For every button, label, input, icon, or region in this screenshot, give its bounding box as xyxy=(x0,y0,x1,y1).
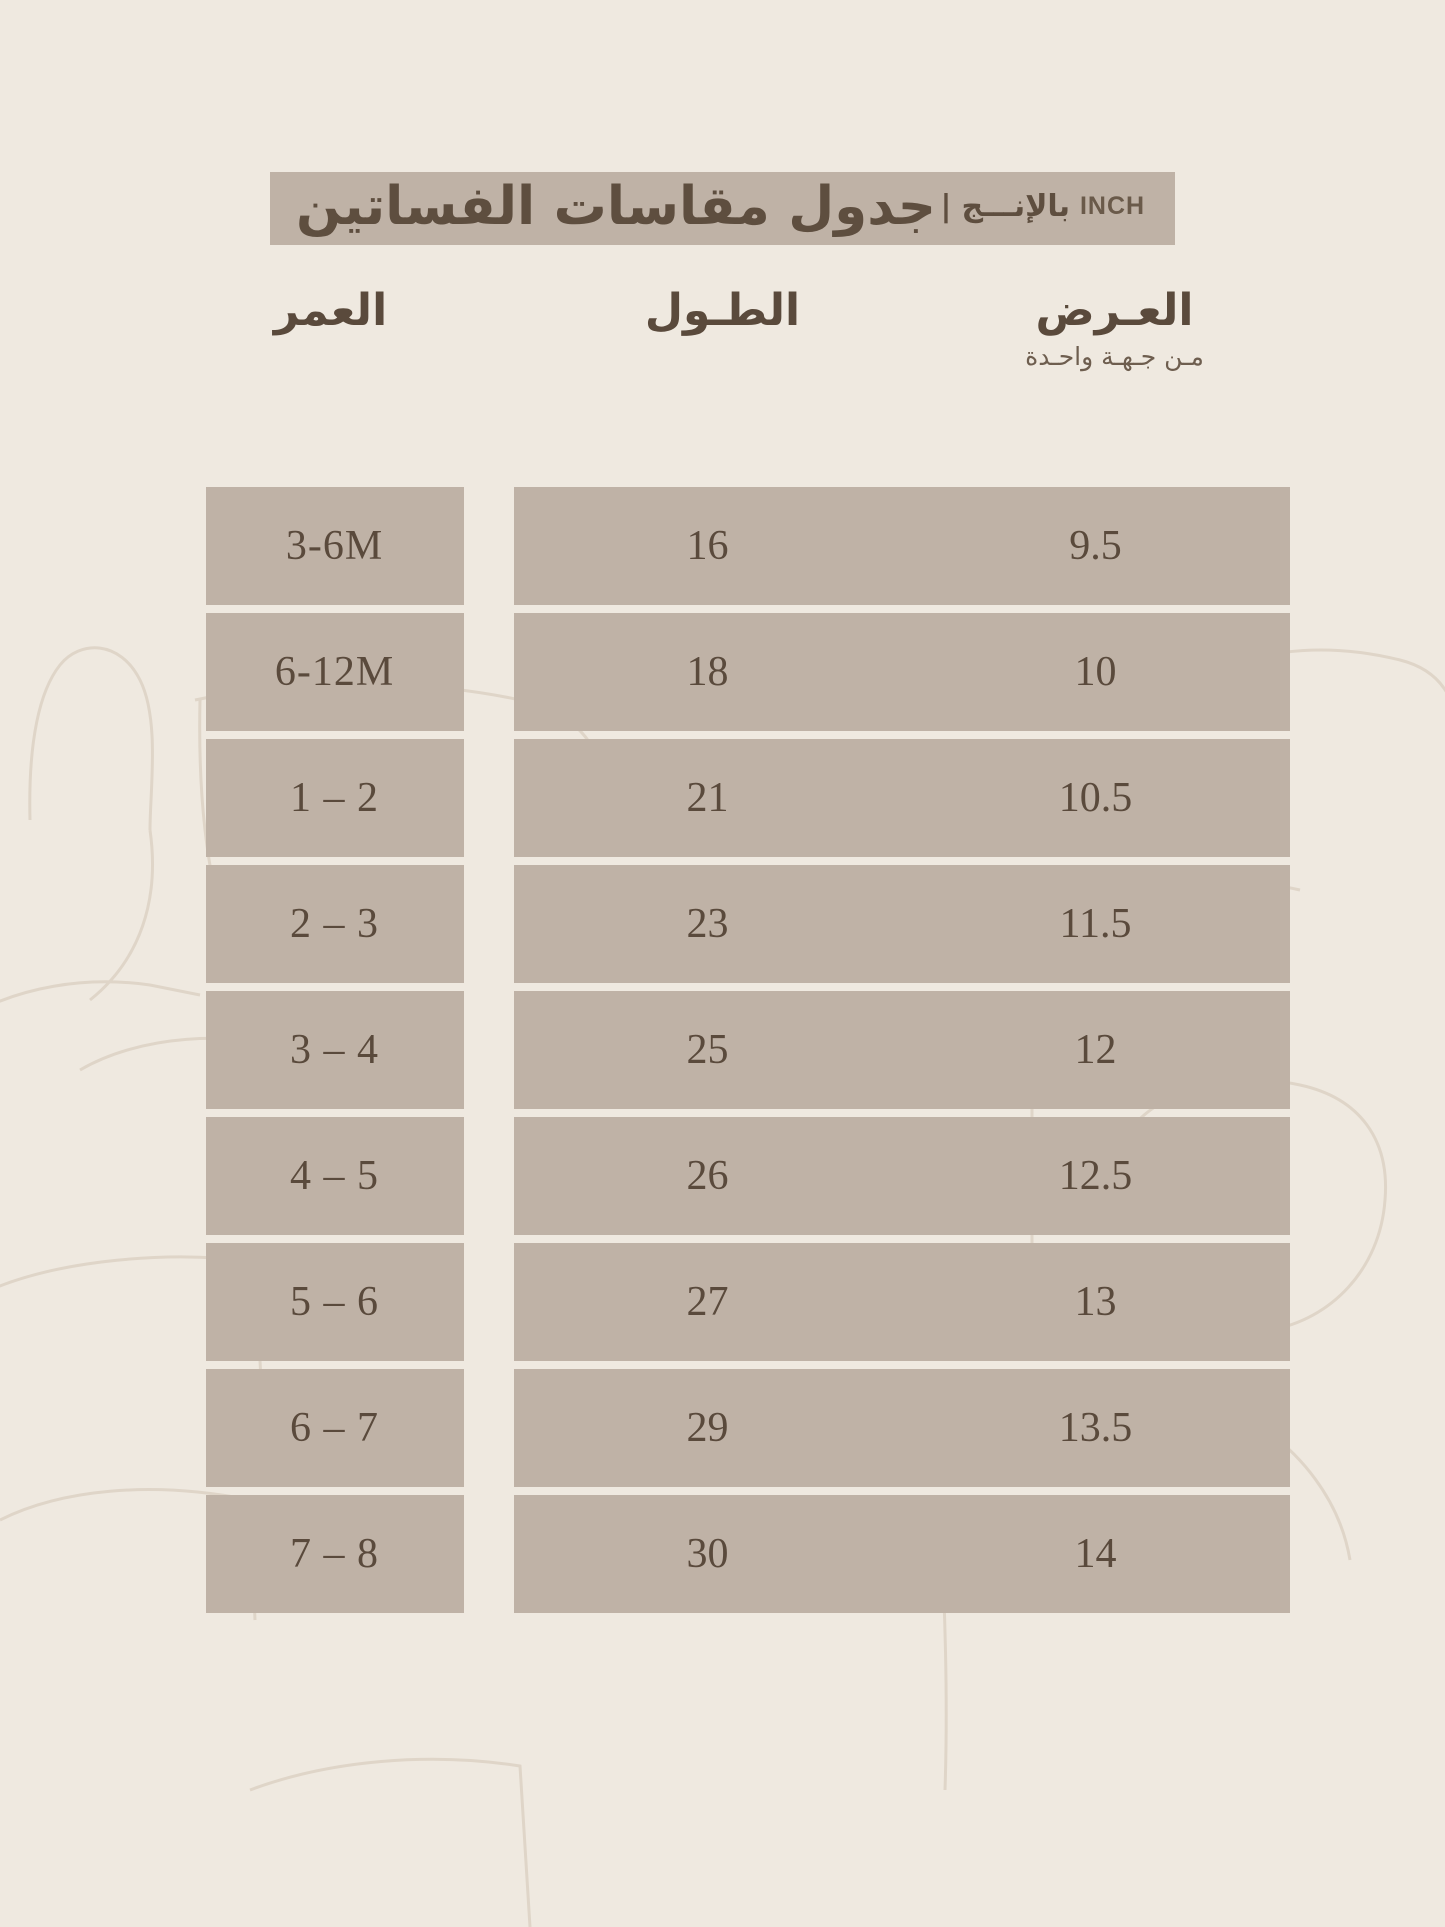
header-length-label: الطـول xyxy=(644,285,801,336)
cell-age: 7 – 8 xyxy=(206,1495,464,1613)
cell-width: 9.5 xyxy=(902,487,1290,605)
table-row xyxy=(156,739,1290,857)
cell-age: 3 – 4 xyxy=(206,991,464,1109)
table-row xyxy=(156,613,1290,731)
cell-length: 27 xyxy=(514,1243,902,1361)
cell-width: 12.5 xyxy=(902,1117,1290,1235)
title-main: جدول مقاسات الفساتين xyxy=(295,176,937,237)
cell-length: 16 xyxy=(514,487,902,605)
column-headers xyxy=(0,285,1445,372)
title-sub: بالإنـــج xyxy=(961,188,1070,224)
cell-width: 11.5 xyxy=(902,865,1290,983)
cell-width: 10 xyxy=(902,613,1290,731)
cell-age: 4 – 5 xyxy=(206,1117,464,1235)
cell-age: 2 – 3 xyxy=(206,865,464,983)
cell-width: 13 xyxy=(902,1243,1290,1361)
cell-width: 13.5 xyxy=(902,1369,1290,1487)
cell-length: 29 xyxy=(514,1369,902,1487)
header-width xyxy=(919,285,1311,372)
header-width-label: العـرض xyxy=(1035,285,1194,336)
table-row xyxy=(156,487,1290,605)
title-unit: INCH xyxy=(1079,192,1146,220)
table-row xyxy=(156,1495,1290,1613)
cell-width: 14 xyxy=(902,1495,1290,1613)
cell-width: 10.5 xyxy=(902,739,1290,857)
cell-length: 21 xyxy=(514,739,902,857)
cell-age: 6-12M xyxy=(206,613,464,731)
cell-width: 12 xyxy=(902,991,1290,1109)
table-row xyxy=(156,1117,1290,1235)
table-row xyxy=(156,1243,1290,1361)
title-separator: | xyxy=(940,188,952,224)
cell-age: 3-6M xyxy=(206,487,464,605)
cell-length: 26 xyxy=(514,1117,902,1235)
cell-length: 23 xyxy=(514,865,902,983)
cell-length: 18 xyxy=(514,613,902,731)
header-length xyxy=(527,285,919,371)
table-row xyxy=(156,991,1290,1109)
cell-age: 6 – 7 xyxy=(206,1369,464,1487)
title-band xyxy=(270,172,1175,245)
cell-age: 5 – 6 xyxy=(206,1243,464,1361)
header-age xyxy=(135,285,527,371)
table-row xyxy=(156,865,1290,983)
table-row xyxy=(156,1369,1290,1487)
size-table xyxy=(0,487,1445,1621)
cell-length: 25 xyxy=(514,991,902,1109)
cell-age: 1 – 2 xyxy=(206,739,464,857)
header-width-note: مـن جـهـة واحـدة xyxy=(1025,342,1204,372)
cell-length: 30 xyxy=(514,1495,902,1613)
header-age-label: العمر xyxy=(273,285,388,336)
page-title xyxy=(0,172,1445,245)
